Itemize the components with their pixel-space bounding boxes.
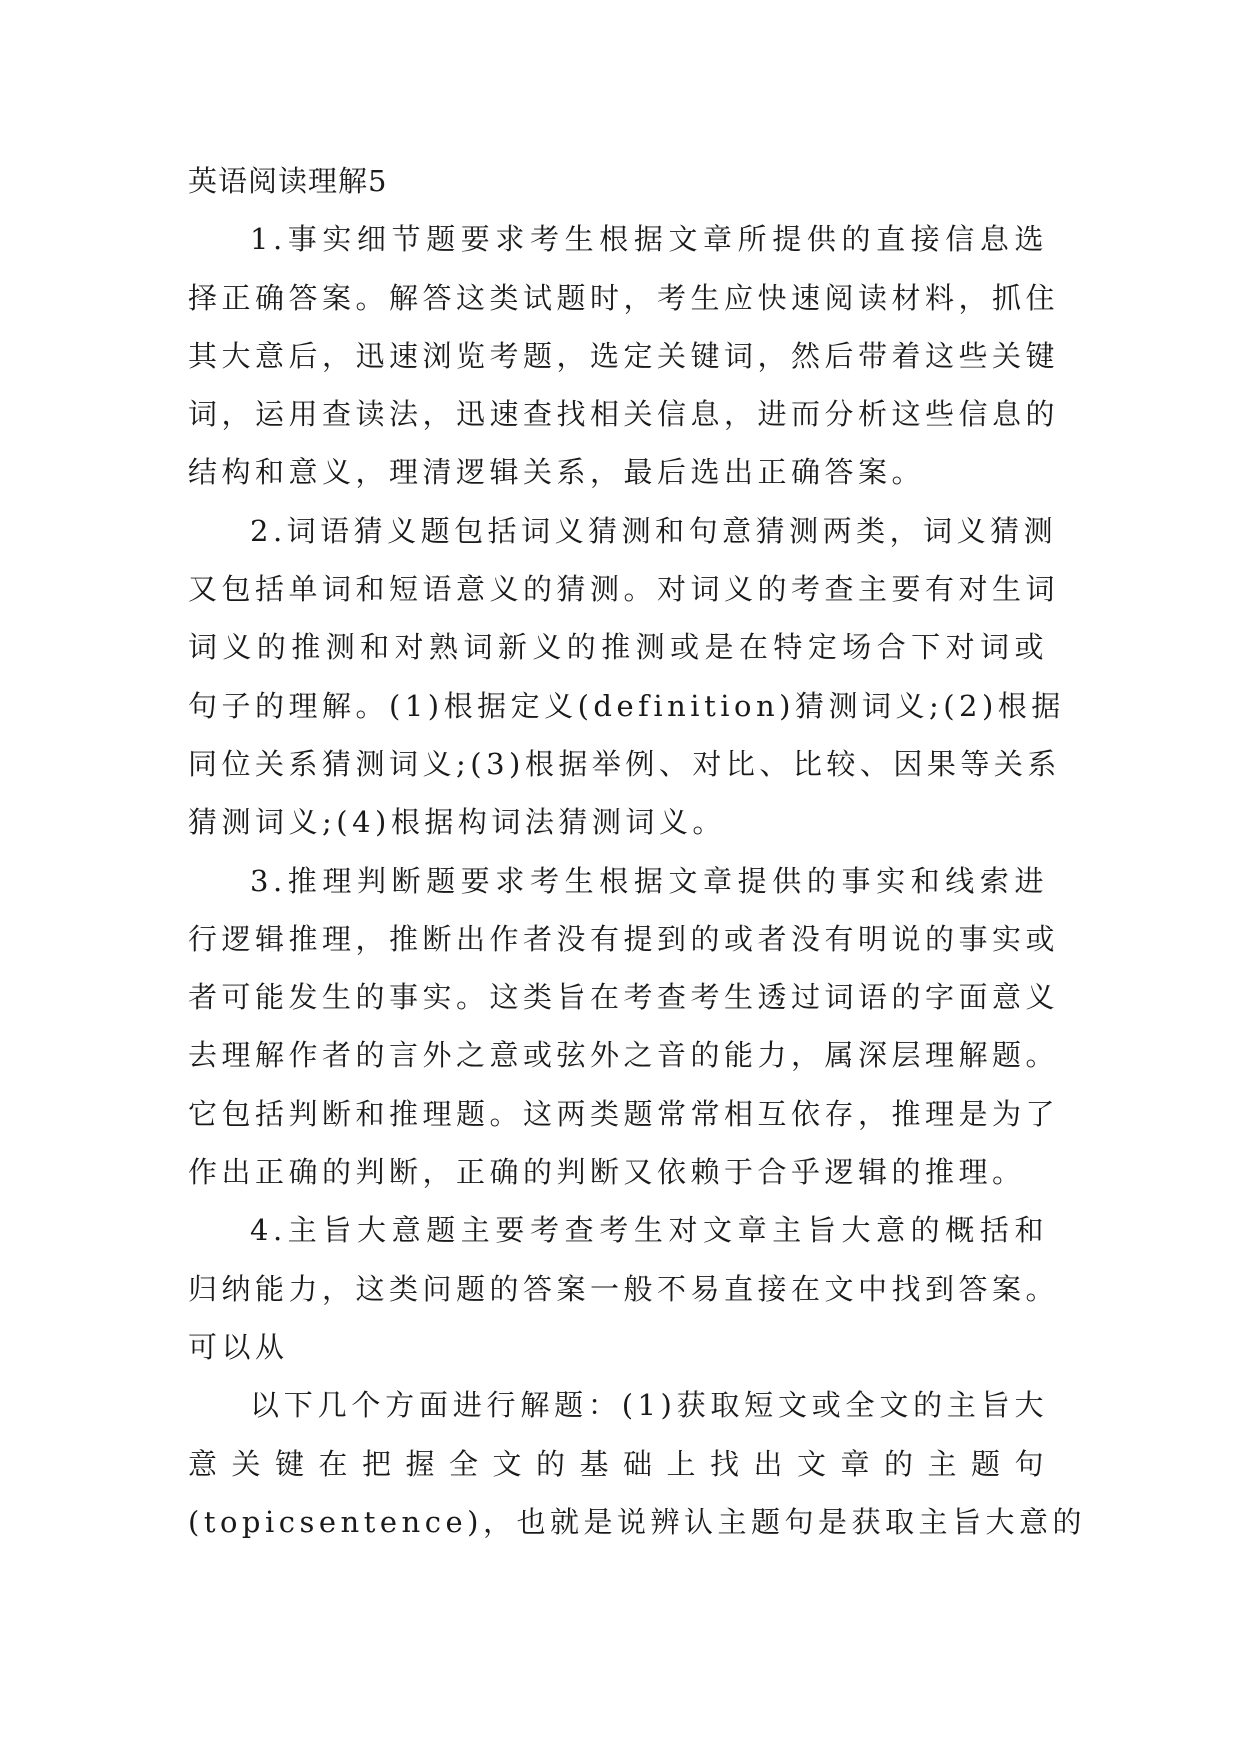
text-line: 作出正确的判断，正确的判断又依赖于合乎逻辑的推理。	[188, 1155, 1026, 1190]
text-line: 句子的理解。(1)根据定义(definition)猜测词义;(2)根据	[188, 688, 1065, 723]
text-line: 行逻辑推理，推断出作者没有提到的或者没有明说的事实或	[188, 921, 1060, 956]
text-line: 择正确答案。解答这类试题时，考生应快速阅读材料，抓住	[188, 280, 1060, 315]
text-line: 可以从	[188, 1329, 289, 1364]
text-line: 2.词语猜义题包括词义猜测和句意猜测两类，词义猜测	[250, 513, 1058, 548]
text-line: 又包括单词和短语意义的猜测。对词义的考查主要有对生词	[188, 572, 1060, 607]
text-line: (topicsentence)，也就是说辨认主题句是获取主旨大意的	[188, 1504, 1086, 1539]
text-line: 同位关系猜测词义;(3)根据举例、对比、比较、因果等关系	[188, 746, 1061, 781]
text-line: 词，运用查读法，迅速查找相关信息，进而分析这些信息的	[188, 397, 1060, 432]
text-line: 意关键在把握全文的基础上找出文章的主题句	[188, 1446, 1048, 1481]
paragraph-1	[188, 210, 1060, 501]
text-line: 词义的推测和对熟词新义的推测或是在特定场合下对词或	[188, 630, 1048, 665]
text-line: 者可能发生的事实。这类旨在考查考生透过词语的字面意义	[188, 980, 1060, 1015]
document-title: 英语阅读理解5	[188, 164, 388, 198]
text-line: 猜测词义;(4)根据构词法猜测词义。	[188, 805, 726, 840]
text-line: 4.主旨大意题主要考查考生对文章主旨大意的概括和	[250, 1213, 1048, 1248]
document-body	[188, 152, 1086, 1551]
text-line: 1.事实细节题要求考生根据文章所提供的直接信息选	[250, 222, 1048, 257]
paragraph-4	[188, 1201, 1060, 1376]
text-line: 归纳能力，这类问题的答案一般不易直接在文中找到答案。	[188, 1271, 1060, 1306]
text-line: 去理解作者的言外之意或弦外之音的能力，属深层理解题。	[188, 1038, 1060, 1073]
paragraph-3	[188, 852, 1060, 1202]
text-line: 以下几个方面进行解题：(1)获取短文或全文的主旨大	[250, 1388, 1048, 1423]
text-line: 3.推理判断题要求考生根据文章提供的事实和线索进	[250, 863, 1048, 898]
text-line: 其大意后，迅速浏览考题，选定关键词，然后带着这些关键	[188, 338, 1060, 373]
text-line: 它包括判断和推理题。这两类题常常相互依存，推理是为了	[188, 1096, 1060, 1131]
paragraph-2	[188, 502, 1065, 852]
paragraph-5	[188, 1376, 1086, 1551]
text-line: 结构和意义，理清逻辑关系，最后选出正确答案。	[188, 455, 926, 490]
